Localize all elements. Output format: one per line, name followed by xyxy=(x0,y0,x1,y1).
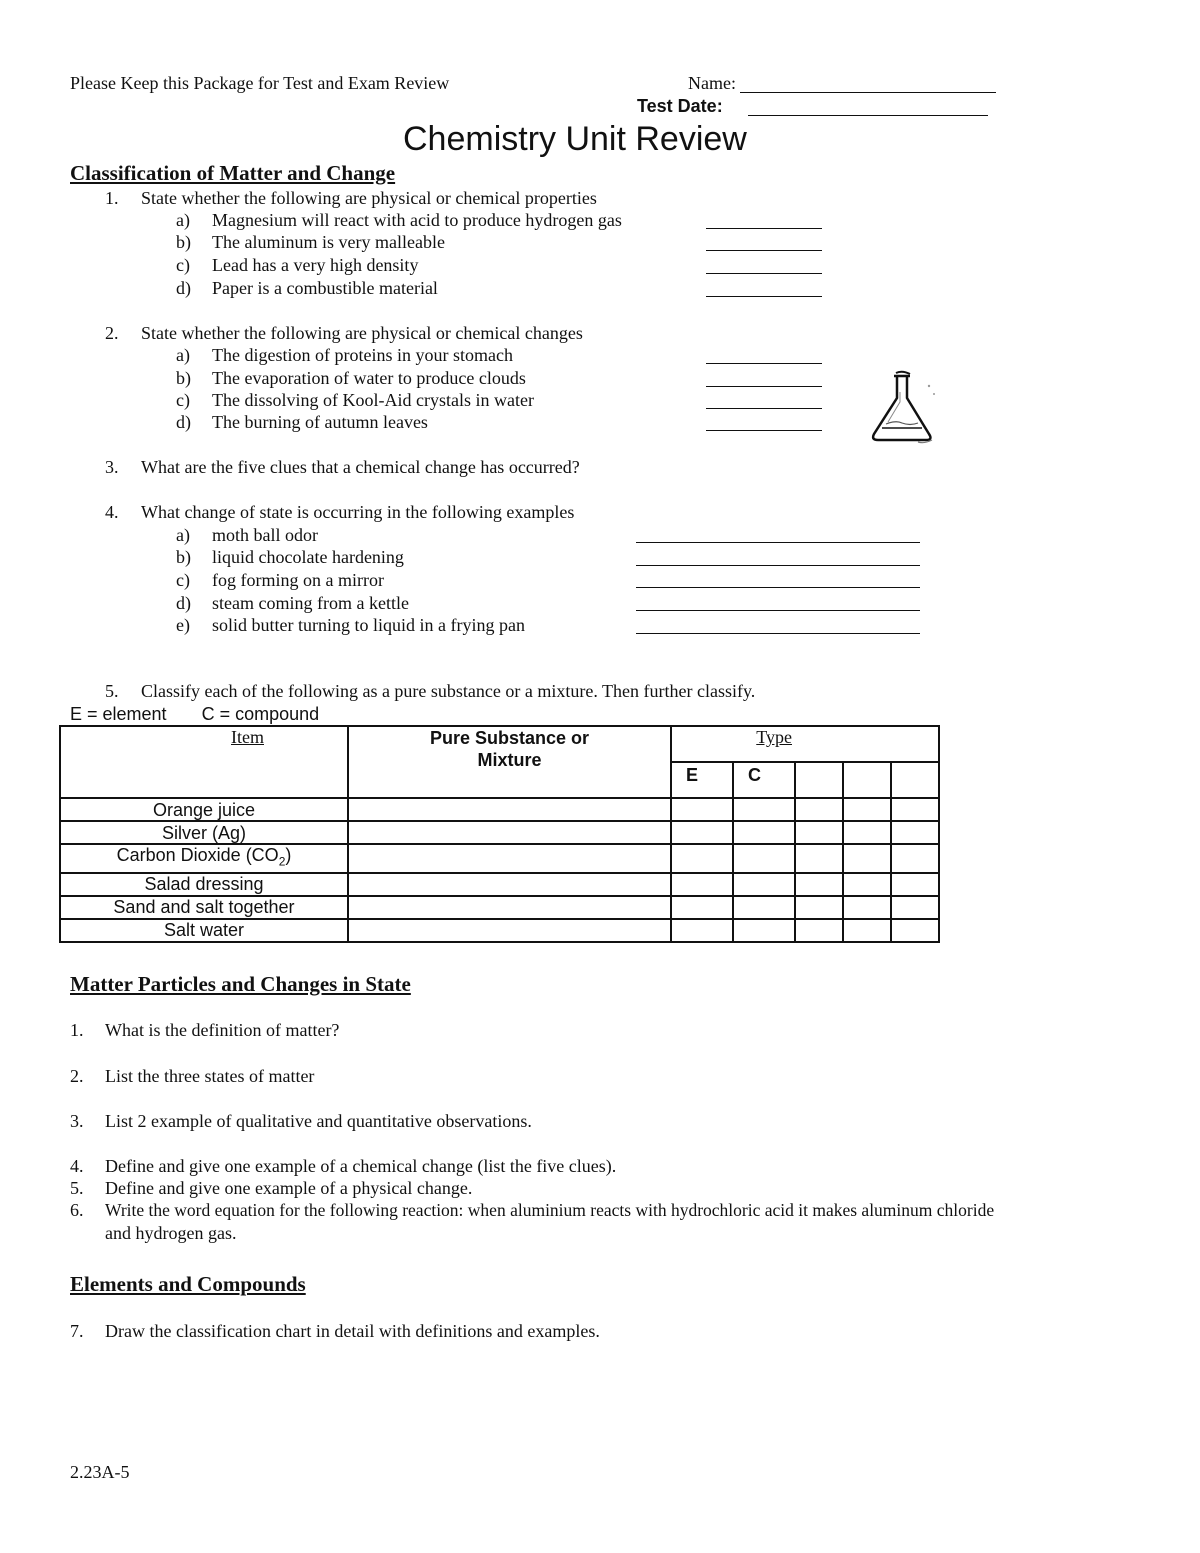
q1c-answer-blank[interactable] xyxy=(706,273,822,274)
q4e-text: solid butter turning to liquid in a frying pan xyxy=(212,615,525,635)
item-cell: Orange juice xyxy=(60,798,348,821)
table-row xyxy=(60,821,939,844)
q2-text: State whether the following are physical or chemical changes xyxy=(141,323,583,343)
table-row xyxy=(60,798,939,821)
type-cell[interactable] xyxy=(671,919,733,942)
item-cell: Sand and salt together xyxy=(60,896,348,919)
pure-or-mixture-cell[interactable] xyxy=(348,873,671,896)
table-header-pure-substance xyxy=(348,726,671,798)
q2-number: 2. xyxy=(105,323,119,343)
q2c-letter: c) xyxy=(176,390,190,410)
pure-header-line1: Pure Substance or xyxy=(429,728,590,748)
q2d-letter: d) xyxy=(176,412,191,432)
type-cell[interactable] xyxy=(891,896,939,919)
type-cell[interactable] xyxy=(671,798,733,821)
q2a-text: The digestion of proteins in your stomach xyxy=(212,345,513,365)
item-cell: Silver (Ag) xyxy=(60,821,348,844)
section-heading-elements-compounds: Elements and Compounds xyxy=(70,1272,306,1296)
q4e-answer-blank[interactable] xyxy=(636,633,920,634)
q4d-letter: d) xyxy=(176,593,191,613)
q1c-letter: c) xyxy=(176,255,190,275)
name-label: Name: xyxy=(688,73,736,93)
q1-text: State whether the following are physical or chemical properties xyxy=(141,188,597,208)
type-cell[interactable] xyxy=(795,821,843,844)
type-subheader-blank xyxy=(843,762,891,798)
name-field[interactable] xyxy=(740,92,996,93)
pure-or-mixture-cell[interactable] xyxy=(348,896,671,919)
q1c-text: Lead has a very high density xyxy=(212,255,419,275)
s2-q4-number: 4. xyxy=(70,1156,84,1176)
type-cell[interactable] xyxy=(891,919,939,942)
q4b-text: liquid chocolate hardening xyxy=(212,547,404,567)
q2a-answer-blank[interactable] xyxy=(706,363,822,364)
type-cell[interactable] xyxy=(733,844,795,873)
q3-number: 3. xyxy=(105,457,119,477)
pure-or-mixture-cell[interactable] xyxy=(348,919,671,942)
q4e-letter: e) xyxy=(176,615,190,635)
type-cell[interactable] xyxy=(795,844,843,873)
footer-code: 2.23A-5 xyxy=(70,1462,130,1482)
item-cell xyxy=(60,844,348,873)
table-row xyxy=(60,844,939,873)
q4a-text: moth ball odor xyxy=(212,525,318,545)
type-cell[interactable] xyxy=(891,821,939,844)
s2-q3-number: 3. xyxy=(70,1111,84,1131)
type-cell[interactable] xyxy=(795,873,843,896)
q4c-text: fog forming on a mirror xyxy=(212,570,384,590)
q4d-answer-blank[interactable] xyxy=(636,610,920,611)
type-subheader-c: C xyxy=(733,762,795,798)
item-text: Carbon Dioxide (CO xyxy=(116,845,279,865)
pure-or-mixture-cell[interactable] xyxy=(348,821,671,844)
s2-q5-text: Define and give one example of a physical change. xyxy=(105,1178,473,1198)
q1d-answer-blank[interactable] xyxy=(706,296,822,297)
table-row xyxy=(60,896,939,919)
q4-number: 4. xyxy=(105,502,119,522)
section-heading-classification: Classification of Matter and Change xyxy=(70,161,396,185)
s2-q2-number: 2. xyxy=(70,1066,84,1086)
type-cell[interactable] xyxy=(843,896,891,919)
q4b-answer-blank[interactable] xyxy=(636,565,920,566)
type-cell[interactable] xyxy=(843,798,891,821)
s2-q6-text: Write the word equation for the following reaction: when aluminium reacts with hydrochloric acid it makes aluminum chloride xyxy=(105,1200,995,1220)
classification-table xyxy=(59,725,940,943)
type-cell[interactable] xyxy=(843,821,891,844)
s2-q1-text: What is the definition of matter? xyxy=(105,1020,340,1040)
type-cell[interactable] xyxy=(891,873,939,896)
q4c-letter: c) xyxy=(176,570,190,590)
type-cell[interactable] xyxy=(733,919,795,942)
test-date-label: Test Date: xyxy=(637,96,723,116)
q2b-letter: b) xyxy=(176,368,191,388)
type-cell[interactable] xyxy=(671,821,733,844)
q5-number: 5. xyxy=(105,681,119,701)
q1d-text: Paper is a combustible material xyxy=(212,278,438,298)
type-cell[interactable] xyxy=(733,896,795,919)
type-cell[interactable] xyxy=(733,821,795,844)
item-header-label: Item xyxy=(231,727,264,747)
type-header-label: Type xyxy=(756,727,792,747)
table-header-item xyxy=(60,726,348,798)
keep-note: Please Keep this Package for Test and Exam Review xyxy=(70,73,450,93)
type-subheader-blank xyxy=(795,762,843,798)
type-cell[interactable] xyxy=(891,844,939,873)
q2a-letter: a) xyxy=(176,345,190,365)
page-title: Chemistry Unit Review xyxy=(403,120,747,158)
type-cell[interactable] xyxy=(843,919,891,942)
type-subheader-e: E xyxy=(671,762,733,798)
s2-q3-text: List 2 example of qualitative and quantitative observations. xyxy=(105,1111,532,1131)
q2c-text: The dissolving of Kool-Aid crystals in water xyxy=(212,390,534,410)
q1-number: 1. xyxy=(105,188,119,208)
type-cell[interactable] xyxy=(671,873,733,896)
item-cell: Salad dressing xyxy=(60,873,348,896)
item-suffix: ) xyxy=(285,845,292,865)
q4d-text: steam coming from a kettle xyxy=(212,593,409,613)
q1d-letter: d) xyxy=(176,278,191,298)
type-cell[interactable] xyxy=(671,844,733,873)
q1b-text: The aluminum is very malleable xyxy=(212,232,445,252)
type-cell[interactable] xyxy=(795,919,843,942)
pure-or-mixture-cell[interactable] xyxy=(348,798,671,821)
type-cell[interactable] xyxy=(891,798,939,821)
q1a-letter: a) xyxy=(176,210,190,230)
s3-q7-number: 7. xyxy=(70,1321,84,1341)
table-row xyxy=(60,919,939,942)
q1b-letter: b) xyxy=(176,232,191,252)
q2b-answer-blank[interactable] xyxy=(706,386,822,387)
q2d-text: The burning of autumn leaves xyxy=(212,412,428,432)
item-subscript: 2 xyxy=(278,854,286,869)
flask-icon xyxy=(866,368,942,448)
q2d-answer-blank[interactable] xyxy=(706,430,822,431)
type-cell[interactable] xyxy=(671,896,733,919)
table-header-type xyxy=(671,726,939,762)
q4c-answer-blank[interactable] xyxy=(636,587,920,588)
type-cell[interactable] xyxy=(795,798,843,821)
type-cell[interactable] xyxy=(843,873,891,896)
s3-q7-text: Draw the classification chart in detail with definitions and examples. xyxy=(105,1321,600,1341)
type-cell[interactable] xyxy=(733,798,795,821)
q2c-answer-blank[interactable] xyxy=(706,408,822,409)
q2b-text: The evaporation of water to produce clouds xyxy=(212,368,526,388)
type-subheader-blank xyxy=(891,762,939,798)
q3-text: What are the five clues that a chemical change has occurred? xyxy=(141,457,580,477)
q4a-answer-blank[interactable] xyxy=(636,542,920,543)
s2-q1-number: 1. xyxy=(70,1020,84,1040)
s2-q2-text: List the three states of matter xyxy=(105,1066,315,1086)
type-cell[interactable] xyxy=(795,896,843,919)
q4a-letter: a) xyxy=(176,525,190,545)
s2-q6-text-continued: and hydrogen gas. xyxy=(105,1223,237,1243)
s2-q4-text: Define and give one example of a chemical change (list the five clues). xyxy=(105,1156,617,1176)
q1b-answer-blank[interactable] xyxy=(706,250,822,251)
q1a-text: Magnesium will react with acid to produce hydrogen gas xyxy=(212,210,622,230)
q4b-letter: b) xyxy=(176,547,191,567)
table-row xyxy=(60,873,939,896)
section-heading-matter-particles: Matter Particles and Changes in State xyxy=(70,972,411,996)
s2-q5-number: 5. xyxy=(70,1178,84,1198)
type-cell[interactable] xyxy=(843,844,891,873)
s2-q6-number: 6. xyxy=(70,1200,84,1220)
q5-text: Classify each of the following as a pure substance or a mixture. Then further classify. xyxy=(141,681,756,701)
q4-text: What change of state is occurring in the following examples xyxy=(141,502,575,522)
test-date-field[interactable] xyxy=(748,115,988,116)
pure-or-mixture-cell[interactable] xyxy=(348,844,671,873)
q5-legend: E = element C = compound xyxy=(70,704,320,724)
item-cell: Salt water xyxy=(60,919,348,942)
pure-header-line2: Mixture xyxy=(477,750,542,770)
type-cell[interactable] xyxy=(733,873,795,896)
q1a-answer-blank[interactable] xyxy=(706,228,822,229)
